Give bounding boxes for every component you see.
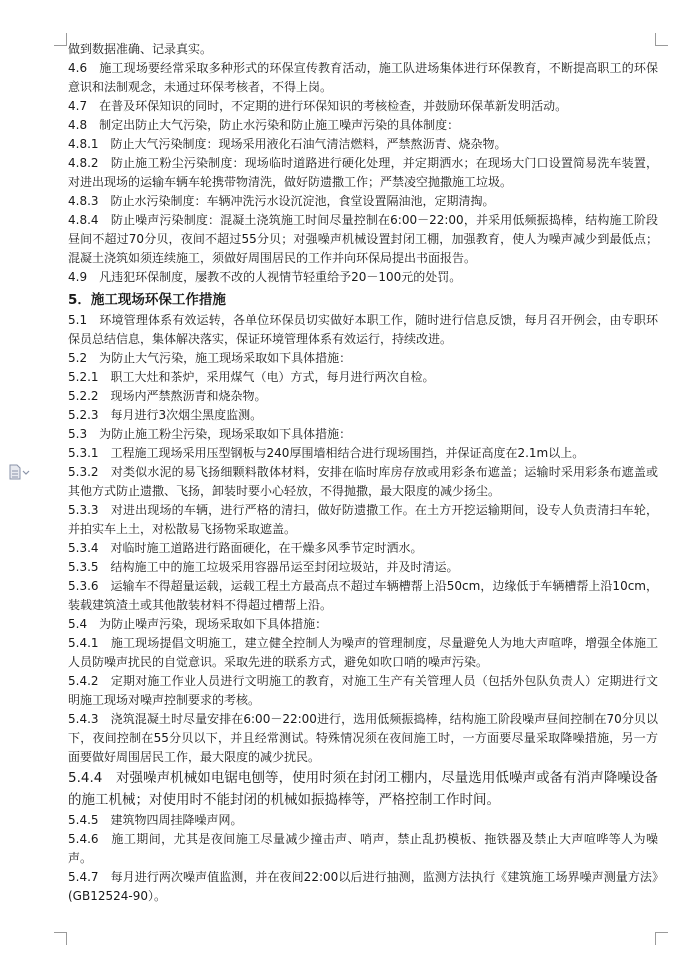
paragraph-5-4-6: 5.4.6 施工期间，尤其是夜间施工尽量减少撞击声、哨声，禁止乱扔模板、拖铁器及禁止大声喧哗等人为噪声。 bbox=[68, 832, 658, 865]
paragraph-4-5-tail: 做到数据准确、记录真实。 bbox=[68, 42, 213, 56]
paragraph-5-2-1: 5.2.1 职工大灶和茶炉，采用煤气（电）方式，每月进行两次自检。 bbox=[68, 370, 435, 384]
page-corner-mark-bottom-right bbox=[655, 932, 668, 945]
paragraph-5-3-1: 5.3.1 工程施工现场采用压型钢板与240厚围墙相结合进行现场围挡，并保证高度在2.1m以上。 bbox=[68, 446, 585, 460]
paragraph-4-8: 4.8 制定出防止大气污染，防止水污染和防止施工噪声污染的具体制度： bbox=[68, 118, 460, 132]
page-corner-mark-bottom-left bbox=[54, 932, 67, 945]
paragraph-5-3-4: 5.3.4 对临时施工道路进行路面硬化，在干燥多风季节定时洒水。 bbox=[68, 541, 423, 555]
paragraph-5-2-2: 5.2.2 现场内严禁熬沥青和烧杂物。 bbox=[68, 389, 267, 403]
paragraph-4-6: 4.6 施工现场要经常采取多种形式的环保宣传教育活动，施工队进场集体进行环保教育，不断提高职工的环保意识和法制观念，未通过环保考核者，不得上岗。 bbox=[68, 61, 658, 94]
paragraph-5-1: 5.1 环境管理体系有效运转，各单位环保员切实做好本职工作，随时进行信息反馈，每月召开例会，由专职环保员总结信息，集体解决落实，保证环境管理体系有效运行，持续改进。 bbox=[68, 313, 658, 346]
paragraph-5-3-3: 5.3.3 对进出现场的车辆，进行严格的清扫，做好防遗撒工作。在土方开挖运输期间，设专人负责清扫车轮，并拍实车上土，对松散易飞扬物采取遮盖。 bbox=[68, 503, 658, 536]
paragraph-5-4-4: 5.4.4 对强噪声机械如电锯电刨等，使用时须在封闭工棚内，尽量选用低噪声或备有消声降噪设备的施工机械；对使用时不能封闭的机械如振捣棒等，严格控制工作时间。 bbox=[68, 770, 658, 808]
paragraph-4-9: 4.9 凡违犯环保制度，屡教不改的人视情节轻重给予20－100元的处罚。 bbox=[68, 270, 462, 284]
page-corner-mark-top-left bbox=[54, 33, 67, 46]
paragraph-5-4-1: 5.4.1 施工现场提倡文明施工，建立健全控制人为噪声的管理制度，尽量避免人为地大声喧哗，增强全体施工人员防噪声扰民的自觉意识。采取先进的联系方式，避免如吹口哨的噪声污染。 bbox=[68, 636, 658, 669]
paragraph-4-8-4: 4.8.4 防止噪声污染制度：混凝土浇筑施工时间尽量控制在6:00－22:00，并采用低频振捣棒，结构施工阶段昼间不超过70分贝，夜间不超过55分贝；对强噪声机械设置封闭工棚，加强教育，使人为噪声减少到最低点；混凝土浇筑如须连续施工，须做好周围居民的工作并向环保局提出书面报告。 bbox=[68, 213, 658, 265]
paragraph-5-3-6: 5.3.6 运输车不得超量运载，运载工程土方最高点不超过车辆槽帮上沿50cm，边缘低于车辆槽帮上沿10cm，装载建筑渣土或其他散装材料不得超过槽帮上沿。 bbox=[68, 579, 658, 612]
paragraph-4-7: 4.7 在普及环保知识的同时，不定期的进行环保知识的考核检查，并鼓励环保革新发明活动。 bbox=[68, 99, 568, 113]
paragraph-5-3-5: 5.3.5 结构施工中的施工垃圾采用容器吊运至封闭垃圾站，并及时清运。 bbox=[68, 560, 459, 574]
paragraph-5-4-3: 5.4.3 浇筑混凝土时尽量安排在6:00－22:00进行，选用低频振捣棒，结构施工阶段噪声昼间控制在70分贝以下，夜间控制在55分贝以下，并且经常测试。特殊情况须在夜间施工时，一方面要尽量采取降噪措施，另一方面要做好周围居民工作，最大限度的减少扰民。 bbox=[68, 712, 658, 764]
paragraph-4-8-1: 4.8.1 防止大气污染制度：现场采用液化石油气清洁燃料，严禁熬沥青、烧杂物。 bbox=[68, 137, 507, 151]
paragraph-4-8-3: 4.8.3 防止水污染制度：车辆冲洗污水设沉淀池，食堂设置隔油池，定期清掏。 bbox=[68, 194, 495, 208]
paragraph-5-2-3: 5.2.3 每月进行3次烟尘黑度监测。 bbox=[68, 408, 263, 422]
paragraph-5-4-5: 5.4.5 建筑物四周挂降噪声网。 bbox=[68, 813, 243, 827]
paragraph-5-3-2: 5.3.2 对类似水泥的易飞扬细颗料散体材料，安排在临时库房存放或用彩条布遮盖；运输时采用彩条布遮盖或其他方式防止遗撒、飞扬，卸装时要小心轻放，不得抛撒，最大限度的减少扬尘。 bbox=[68, 465, 658, 498]
section-heading-5: 5．施工现场环保工作措施 bbox=[68, 292, 226, 308]
paragraph-5-2: 5.2 为防止大气污染，施工现场采取如下具体措施： bbox=[68, 351, 352, 365]
paragraph-5-4-2: 5.4.2 定期对施工作业人员进行文明施工的教育，对施工生产有关管理人员（包括外包队负责人）定期进行文明施工现场对噪声控制要求的考核。 bbox=[68, 674, 658, 707]
paragraph-4-8-2: 4.8.2 防止施工粉尘污染制度：现场临时道路进行硬化处理，并定期洒水；在现场大门口设置简易洗车装置，对进出现场的运输车辆车轮携带物清洗，做好防遗撒工作；严禁凌空抛撒施工垃圾。 bbox=[68, 156, 658, 189]
document-body bbox=[68, 40, 658, 906]
paragraph-5-4-7: 5.4.7 每月进行两次噪声值监测，并在夜间22:00以后进行抽测，监测方法执行《建筑施工场界噪声测量方法》(GB12524-90）。 bbox=[68, 870, 658, 903]
paragraph-5-3: 5.3 为防止施工粉尘污染，现场采取如下具体措施： bbox=[68, 427, 352, 441]
paragraph-5-4: 5.4 为防止噪声污染，现场采取如下具体措施： bbox=[68, 617, 328, 631]
paragraph-layout-icon[interactable] bbox=[8, 464, 32, 480]
